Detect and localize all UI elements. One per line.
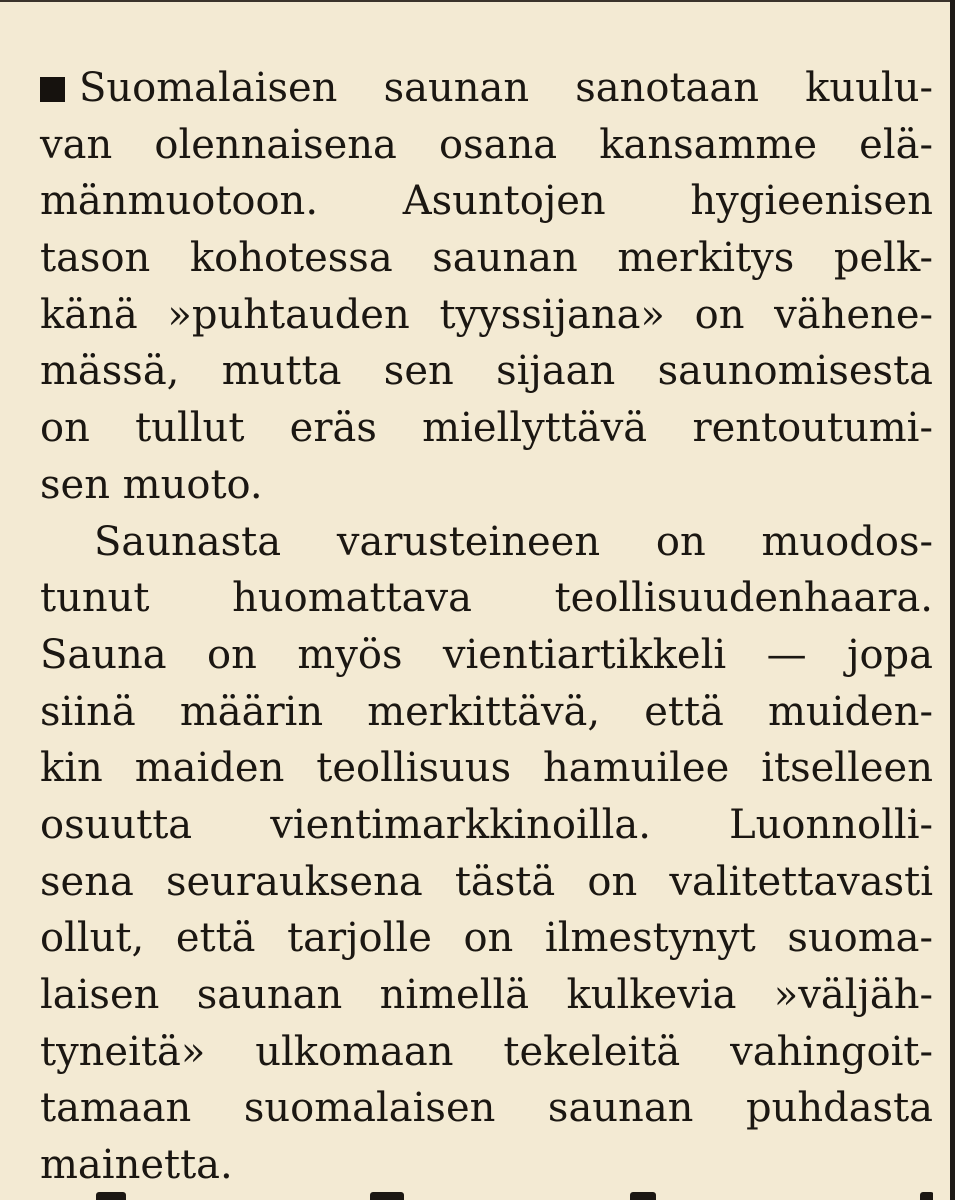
text-line: laisen saunan nimellä kulkevia »väljäh-	[40, 972, 933, 1018]
article-column	[40, 60, 933, 1194]
text-line: osuutta vientimarkkinoilla. Luonnolli-	[40, 801, 933, 848]
text-line: ollut, että tarjolle on ilmestynyt suoma-	[40, 915, 933, 962]
text-line: Suomalaisen saunan sanotaan kuulu-	[40, 60, 933, 117]
text-line: van olennaisena osana kansamme elä-	[40, 121, 933, 168]
text-line: tunut huomattava teollisuudenhaara.	[40, 575, 933, 622]
text-line: Saunasta varusteineen on muodos-	[94, 518, 933, 565]
square-bullet-icon	[40, 77, 65, 102]
text-line: sena seurauksena tästä on valitettavasti	[40, 858, 933, 905]
text-line: mainetta.	[40, 1142, 233, 1189]
text-line: Sauna on myös vientiartikkeli — jopa	[40, 631, 933, 678]
right-edge-rule	[950, 0, 955, 1200]
text-line: mänmuotoon. Asuntojen hygieenisen	[40, 178, 933, 225]
paragraph-2	[40, 514, 933, 1194]
text-line: kin maiden teollisuus hamuilee itselleen	[40, 745, 933, 792]
text-line: on tullut eräs miellyttävä rentoutumi-	[40, 405, 933, 452]
cut-off-next-line	[40, 1192, 933, 1200]
text-line: tason kohotessa saunan merkitys pelk-	[40, 235, 933, 282]
text-line: sen muoto.	[40, 461, 263, 508]
top-edge-rule	[0, 0, 955, 2]
text-line: tyneitä» ulkomaan tekeleitä vahingoit-	[40, 1028, 933, 1075]
text-line: känä »puhtauden tyyssijana» on vähene-	[40, 291, 933, 338]
text-line: tamaan suomalaisen saunan puhdasta	[40, 1085, 933, 1132]
text-line: siinä määrin merkittävä, että muiden-	[40, 688, 933, 735]
paragraph-1	[40, 60, 933, 514]
text-line: mässä, mutta sen sijaan saunomisesta	[40, 348, 933, 395]
